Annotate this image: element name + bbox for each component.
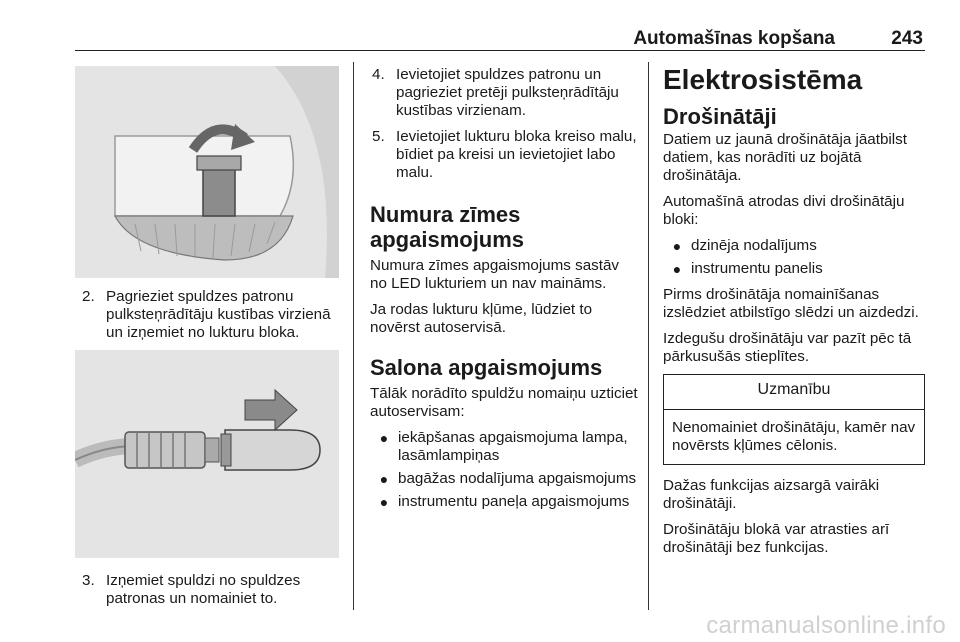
step-4 [370, 66, 638, 120]
list-item: ● instrumentu paneļa apgaismojums [370, 493, 638, 511]
section-title: Elektrosistēma [663, 64, 863, 95]
subsection-title: Drošinātāji [663, 104, 777, 129]
column-divider-1 [353, 62, 354, 610]
column-divider-2 [648, 62, 649, 610]
figure-side-indicator-bulb-holder [75, 66, 339, 278]
bullet-icon: ● [379, 471, 389, 487]
plate-light-paragraph-1: Numura zīmes apgaismojums sastāv no LED lukturiem un nav maināms. [370, 257, 619, 292]
step-text: Pagrieziet spuldzes patronu pulksteņrādītāju kustības virzienā un izņemiet no lukturu bloka. [106, 288, 331, 341]
fuses-paragraph-5: Dažas funkcijas aizsargā vairāki drošinātāji. [663, 477, 880, 512]
bullet-icon: ● [672, 261, 682, 277]
bullet-icon: ● [379, 430, 389, 446]
step-3 [80, 572, 350, 608]
page-header [75, 30, 925, 51]
caution-body: Nenomainiet drošinātāju, kamēr nav novērsts kļūmes cēlonis. [672, 419, 916, 454]
step-number: 4. [372, 66, 385, 83]
fuses-paragraph-1: Datiem uz jaunā drošinātāja jāatbilst datiem, kas norādīti uz bojātā drošinātāja. [663, 131, 907, 184]
step-number: 3. [82, 572, 95, 589]
step-text: Ievietojiet lukturu bloka kreiso malu, bīdiet pa kreisi un ievietojiet labo malu. [396, 128, 637, 181]
caution-box [663, 374, 925, 465]
step-5 [370, 128, 638, 182]
page-number: 243 [891, 28, 923, 49]
bullet-icon: ● [379, 494, 389, 510]
step-text: Izņemiet spuldzi no spuldzes patronas un nomainiet to. [106, 572, 301, 607]
header-title: Automašīnas kopšana [633, 28, 835, 49]
step-2 [80, 288, 350, 342]
bullet-icon: ● [672, 238, 682, 254]
middle-column [370, 66, 638, 519]
list-item: ● bagāžas nodalījuma apgaismojums [370, 470, 638, 488]
left-column [80, 288, 350, 350]
fuses-paragraph-6: Drošinātāju blokā var atrasties arī drošinātāji bez funkcijas. [663, 521, 890, 556]
list-item: ● instrumentu panelis [663, 260, 925, 278]
watermark: carmanualsonline.info [706, 612, 946, 639]
interior-light-paragraph: Tālāk norādīto spuldžu nomaiņu uzticiet autoservisam: [370, 385, 638, 420]
interior-light-heading: Salona apgaismojums [370, 355, 603, 380]
right-column [663, 64, 925, 565]
list-item: ● dzinēja nodalījums [663, 237, 925, 255]
interior-light-list [370, 429, 638, 511]
step-number: 2. [82, 288, 95, 305]
figure-bulb-removal [75, 350, 339, 558]
step-number: 5. [372, 128, 385, 145]
step-text: Ievietojiet spuldzes patronu un pagrieziet pretēji pulksteņrādītāju kustības virzienam. [396, 66, 619, 119]
bulb-removal-illustration [75, 350, 339, 558]
plate-light-heading: Numura zīmes apgaismojums [370, 202, 525, 252]
plate-light-paragraph-2: Ja rodas lukturu kļūme, lūdziet to novērst autoservisā. [370, 301, 593, 336]
fuses-paragraph-3: Pirms drošinātāja nomainīšanas izslēdziet atbilstīgo slēdzi un aizdedzi. [663, 286, 919, 321]
fuse-box-list [663, 237, 925, 278]
caution-title: Uzmanību [664, 375, 924, 410]
left-column-lower [80, 572, 350, 616]
fuses-paragraph-4: Izdegušu drošinātāju var pazīt pēc tā pārkusušās stieplītes. [663, 330, 912, 365]
list-item: ● iekāpšanas apgaismojuma lampa, lasāmlampiņas [370, 429, 638, 465]
fuses-paragraph-2: Automašīnā atrodas divi drošinātāju bloki: [663, 193, 905, 228]
side-indicator-illustration [75, 66, 339, 278]
